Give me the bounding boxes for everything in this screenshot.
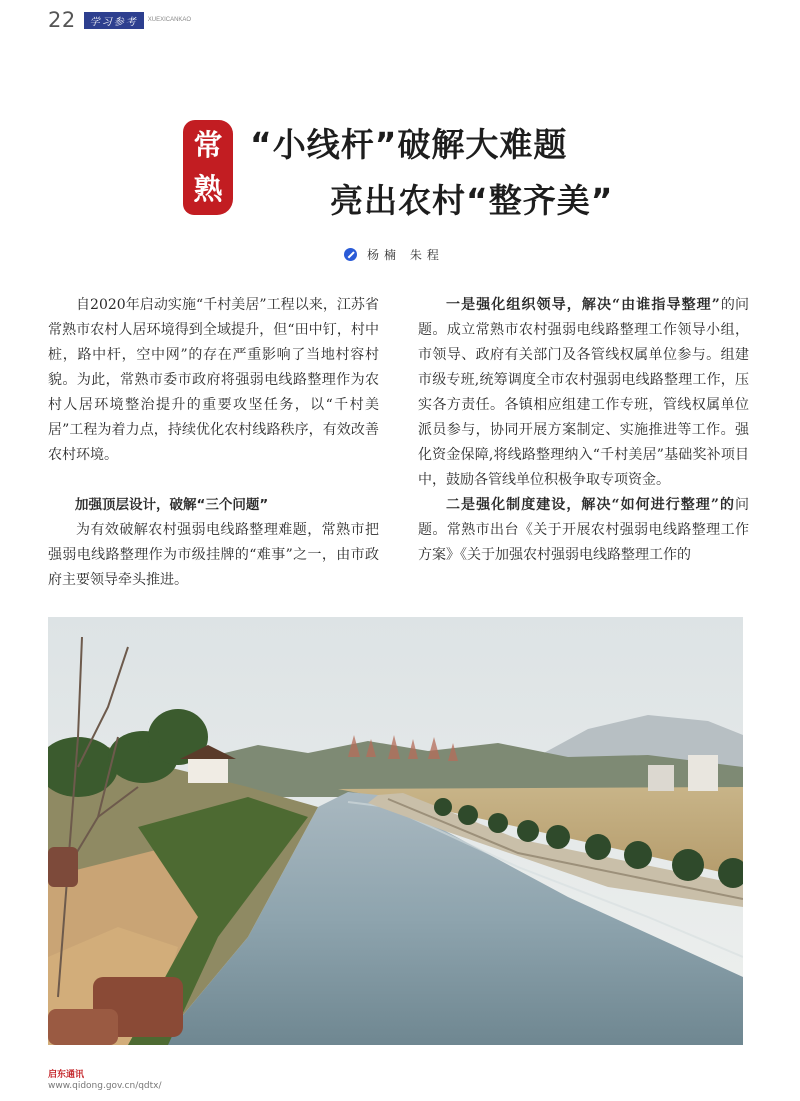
river-photo xyxy=(48,617,743,1045)
left-column xyxy=(48,293,379,593)
point-one-body: 的问题。成立常熟市农村强弱电线路整理工作领导小组，市领导、政府有关部门及各管线权属单位参与。组建市级专班,统筹调度全市农村强弱电线路整理工作，压实各方责任。各镇相应组建工作专班，管线权属单位派员参与，协同开展方案制定、实施推进等工作。强化资金保障,将线路整理纳入“千村美居”基础奖补项目中，鼓励各管线单位积极争取专项资金。 xyxy=(418,297,750,488)
point-two-paragraph xyxy=(418,493,749,568)
point-one-lead: 一是强化组织领导，解决“由谁指导整理” xyxy=(446,297,721,313)
seal-char-2: 熟 xyxy=(193,171,223,206)
point-two-body: 问题。常熟市出台《关于开展农村强弱电线路整理工作方案》《关于加强农村强弱电线路整理工作的 xyxy=(418,497,749,563)
page-number: 22 xyxy=(48,8,76,32)
section-latin-label: XUEXICANKAO xyxy=(147,17,192,23)
point-one-paragraph xyxy=(418,293,749,493)
city-seal xyxy=(183,120,233,215)
section-paragraph: 为有效破解农村强弱电线路整理难题，常熟市把强弱电线路整理作为市级挂牌的“难事”之一，由市政府主要领导牵头推进。 xyxy=(48,522,379,588)
footer-brand: 启东通讯 xyxy=(48,1070,85,1080)
seal-char-1: 常 xyxy=(193,128,223,163)
pen-icon xyxy=(344,248,357,261)
intro-paragraph: 自2020年启动实施“千村美居”工程以来，江苏省常熟市农村人居环境得到全域提升，但“田中钉，村中桩，路中杆，空中网”的存在严重影响了当地村容村貌。为此，常熟市委市政府将强弱电线路整理作为农村人居环境整治提升的重要攻坚任务，以“千村美居”工程为着力点，持续优化农村线路秩序，有效改善农村环境。 xyxy=(48,297,379,463)
right-column xyxy=(418,293,749,568)
section-subheading: 加强顶层设计，破解“三个问题” xyxy=(75,497,269,513)
article-title-line-1: “小线杆”破解大难题 xyxy=(250,125,568,164)
point-two-lead: 二是强化制度建设，解决“如何进行整理”的 xyxy=(446,497,735,513)
footer-url: www.qidong.gov.cn/qdtx/ xyxy=(48,1081,162,1091)
page-header xyxy=(48,8,191,32)
article-title-line-2: 亮出农村“整齐美” xyxy=(330,181,614,220)
byline xyxy=(344,246,444,263)
page-footer xyxy=(48,1067,162,1091)
section-tag: 学习参考 xyxy=(84,12,144,29)
author-names: 杨楠 朱程 xyxy=(367,248,444,262)
